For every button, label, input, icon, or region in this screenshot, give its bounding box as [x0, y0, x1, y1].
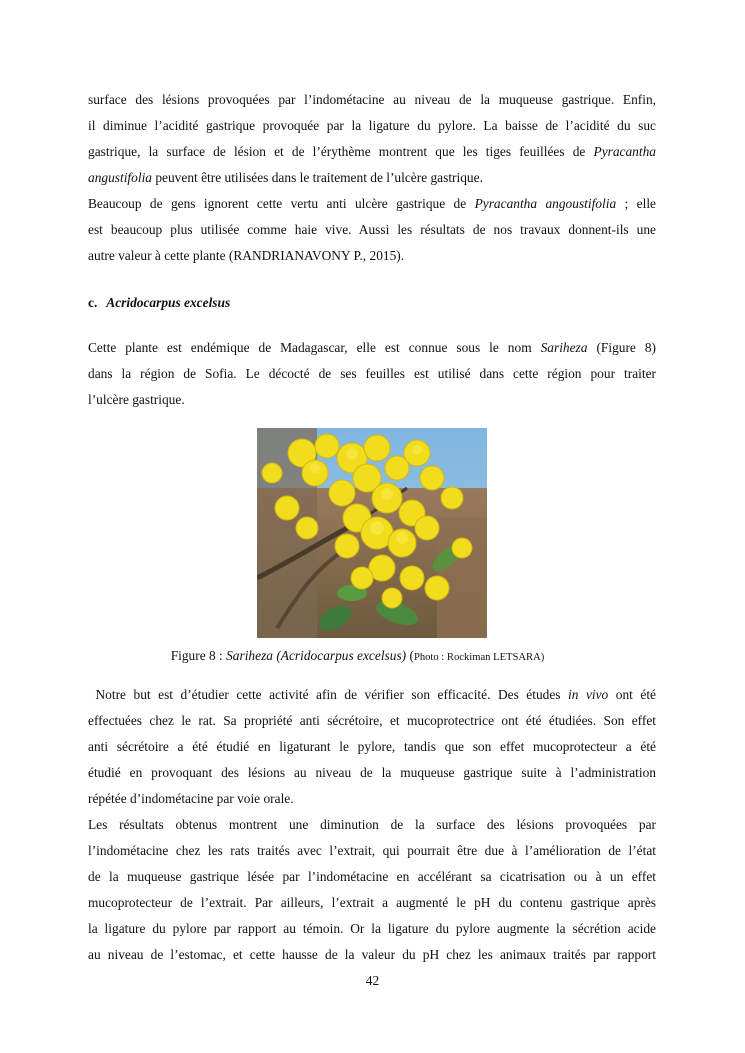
section-title: Acridocarpus excelsus — [106, 295, 231, 310]
paragraph5-line3: de la muqueuse gastrique lésée par l’indométacine en accélérant sa cicatrisation ou à un effet — [88, 869, 656, 884]
paragraph4-line1: Notre but est d’étudier cette activité afin de vérifier son efficacité. Des études in vivo ont été — [88, 687, 656, 702]
figure-vernacular: Sariheza — [226, 648, 273, 663]
figure-credit: Photo : Rockiman LETSARA) — [413, 652, 545, 663]
paragraph5-line1: Les résultats obtenus montrent une diminution de la surface des lésions provoquées par — [88, 817, 656, 832]
section-heading — [88, 295, 230, 311]
figure-caption: Figure 8 : Sariheza (Acridocarpus excelsus) (Photo : Rockiman LETSARA) — [170, 648, 545, 663]
paragraph2-line3: autre valeur à cette plante (RANDRIANAVONY P., 2015). — [88, 248, 405, 263]
section-number: c. — [88, 295, 98, 310]
figure-label: Figure 8 : — [170, 648, 227, 663]
paragraph1-line4: angustifolia peuvent être utilisées dans le traitement de l’ulcère gastrique. — [88, 170, 483, 185]
paragraph5-line5: la ligature du pylore par rapport au témoin. Or la ligature du pylore augmente la sécrétion acide — [88, 921, 656, 936]
paragraph1-line2: il diminue l’acidité gastrique provoquée par la ligature du pylore. La baisse de l’acidité du suc — [88, 118, 656, 133]
paragraph1-line1: surface des lésions provoquées par l’indométacine au niveau de la muqueuse gastrique. Enfin, — [88, 92, 656, 107]
paragraph2-line1: Beaucoup de gens ignorent cette vertu anti ulcère gastrique de Pyracantha angoustifolia ; elle — [88, 196, 656, 211]
figure-photo — [257, 428, 487, 638]
paragraph1-line3: gastrique, la surface de lésion et de l’érythème montrent que les tiges feuillées de Pyracantha — [88, 144, 656, 159]
paragraph4-line3: anti sécrétoire a été étudié en ligaturant le pylore, tandis que son effet mucoprotecteur a été — [88, 739, 656, 754]
paragraph4-line5: répétée d’indométacine par voie orale. — [88, 791, 294, 806]
paragraph3-line2: dans la région de Sofia. Le décocté de ses feuilles est utilisé dans cette région pour traiter — [88, 366, 656, 381]
paragraph5-line6: au niveau de l’estomac, et cette hausse de la valeur du pH chez les animaux traités par rapport — [88, 947, 656, 962]
paragraph3-line3: l’ulcère gastrique. — [88, 392, 185, 407]
paragraph2-line2: est beaucoup plus utilisée comme haie vive. Aussi les résultats de nos travaux donnent-ils une — [88, 222, 656, 237]
paragraph5-line4: mucoprotecteur de l’extrait. Par ailleurs, l’extrait a augmenté le pH du contenu gastrique après — [88, 895, 656, 910]
paragraph4-line4: étudié en provoquant des lésions au niveau de la muqueuse gastrique suite à l’administration — [88, 765, 656, 780]
figure-scientific-name: (Acridocarpus excelsus) — [276, 648, 407, 663]
page-number: 42 — [365, 973, 380, 988]
paragraph4-line2: effectuées chez le rat. Sa propriété anti sécrétoire, et mucoprotectrice ont été étudiées. Son effet — [88, 713, 656, 728]
paragraph3-line1: Cette plante est endémique de Madagascar, elle est connue sous le nom Sariheza (Figure 8) — [88, 340, 656, 355]
paragraph5-line2: l’indométacine chez les rats traités avec l’extrait, qui pourrait être due à l’amélioration de l’état — [88, 843, 656, 858]
